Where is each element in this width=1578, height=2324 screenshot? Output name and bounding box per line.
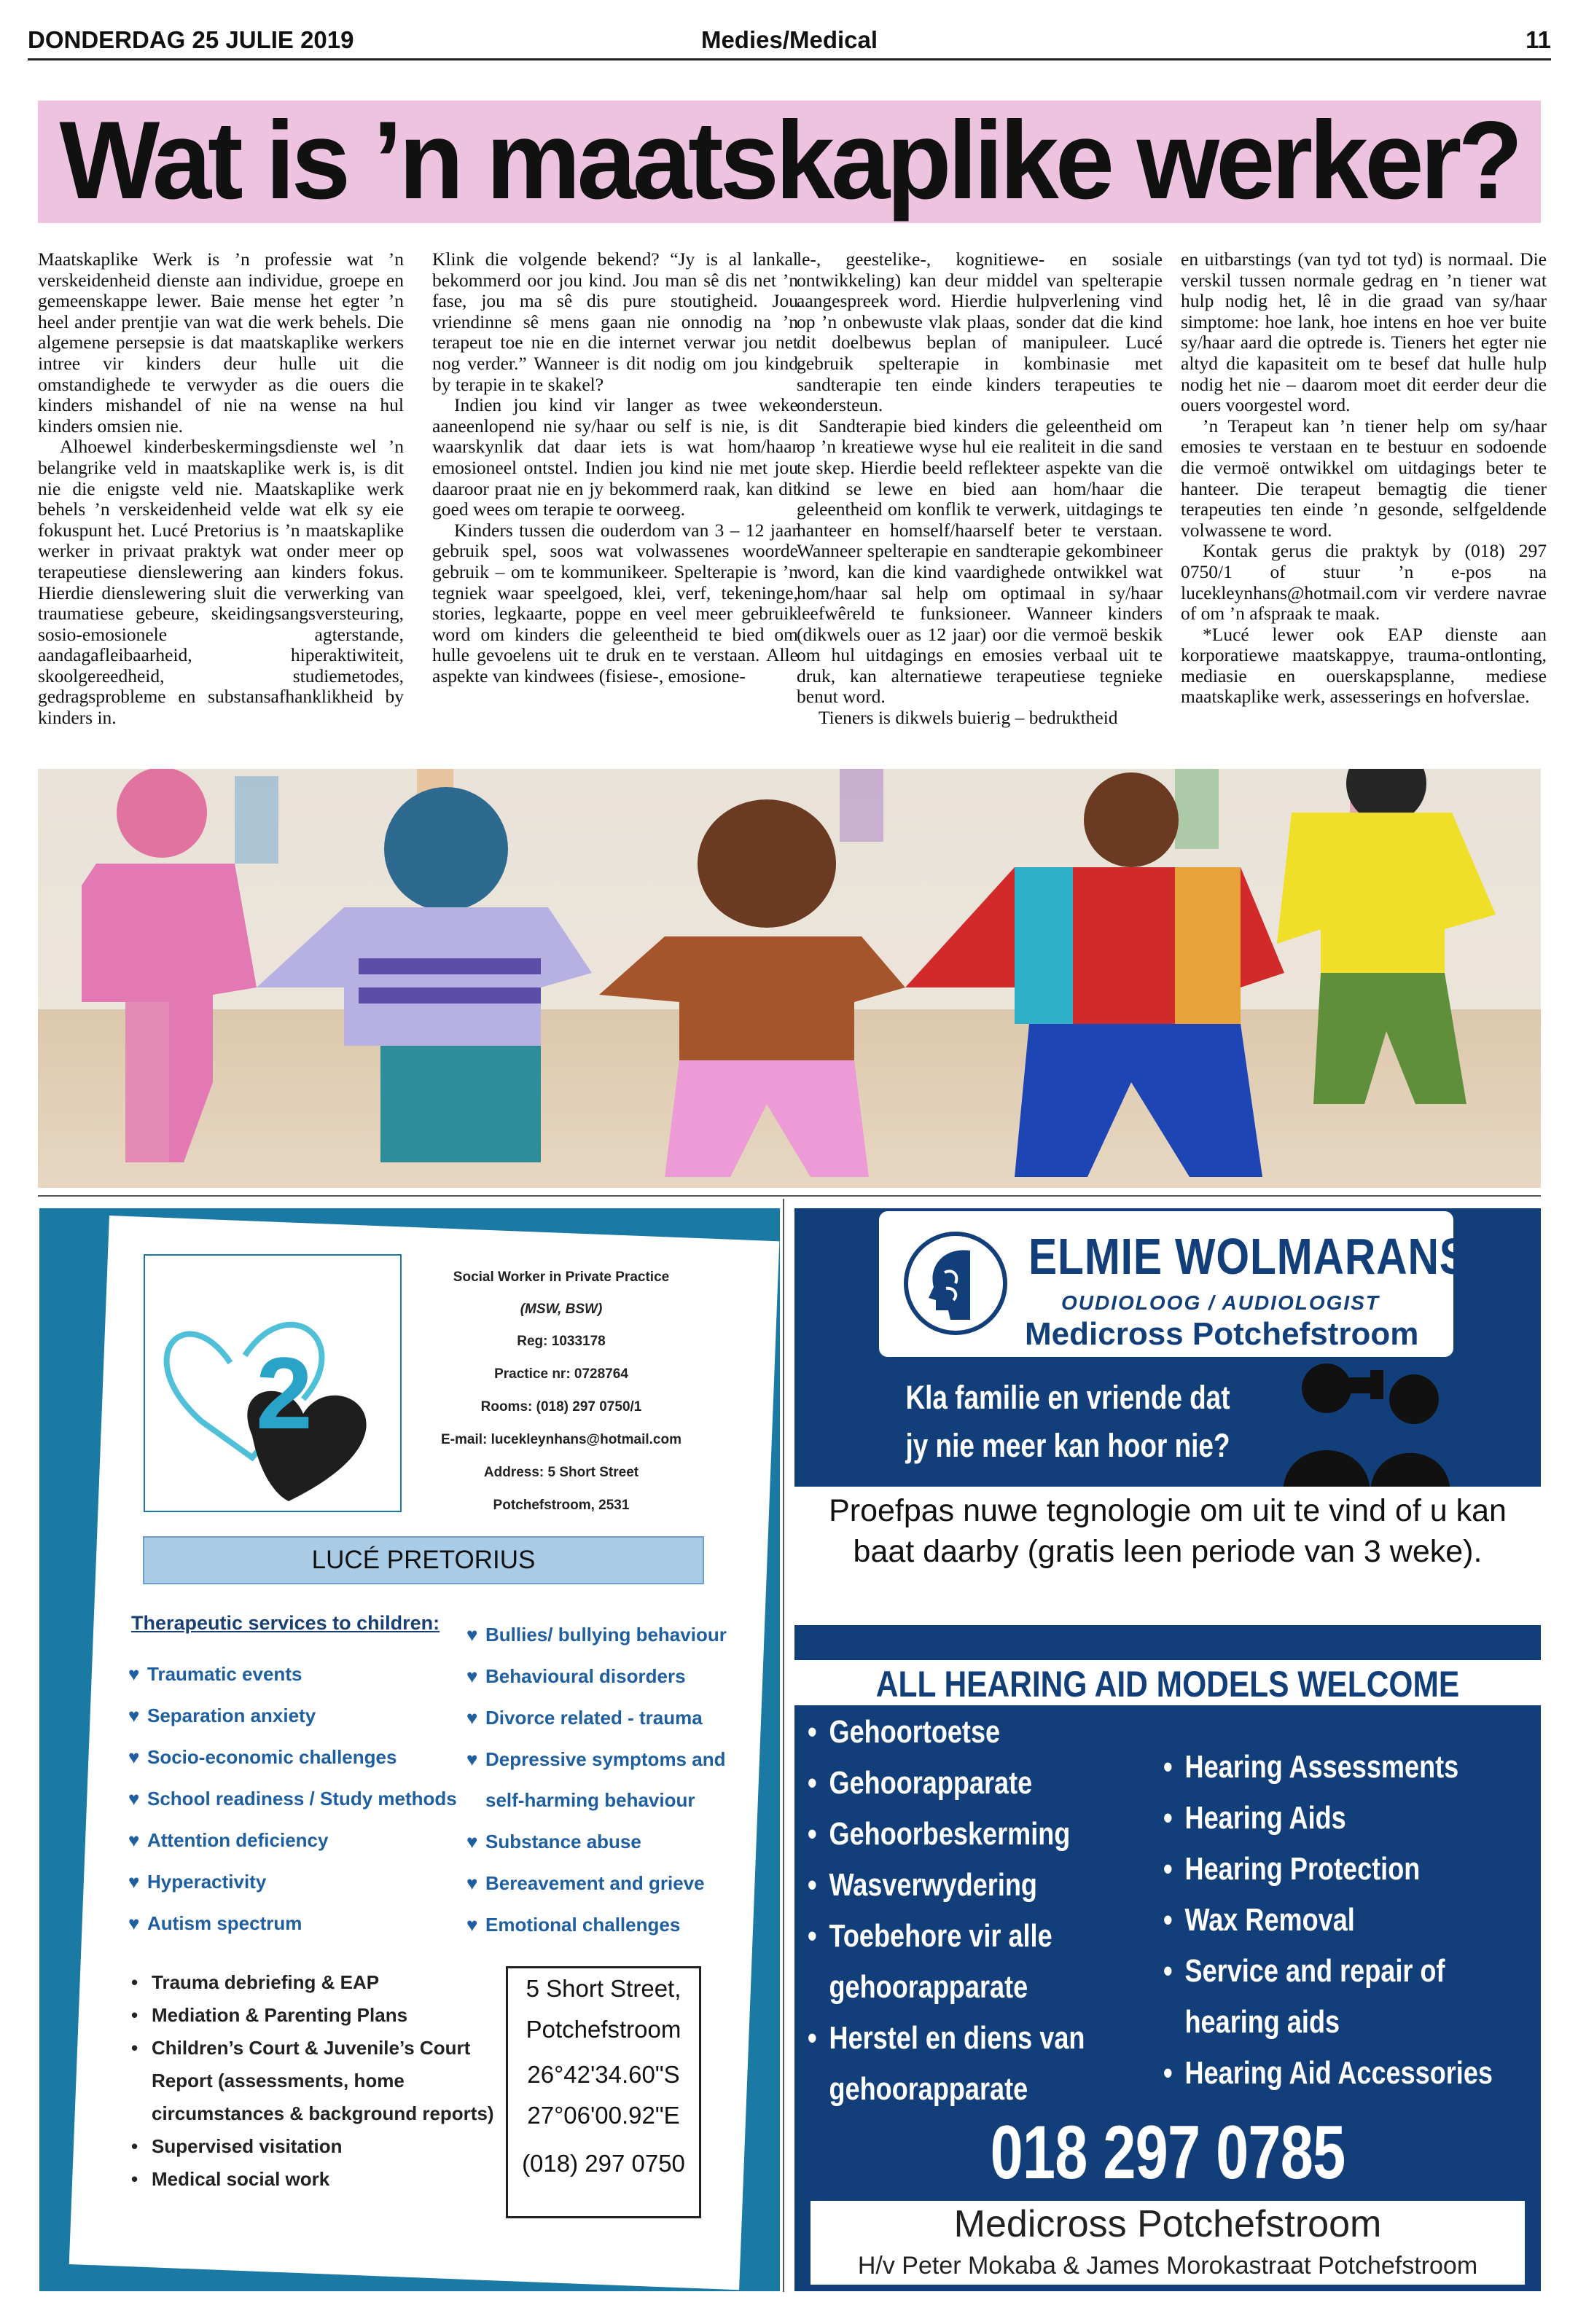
service-item: ♥ Traumatic events [128,1663,302,1685]
horizontal-rule [38,1195,1541,1197]
email-address[interactable]: E-mail: lucekleynhans@hotmail.com [440,1432,681,1447]
address-box [506,1966,701,2218]
list-item: • Wax Removal [1163,1895,1493,1946]
heart-bullet-icon: ♥ [466,1624,478,1646]
trial-offer: Proefpas nuwe tegnologie om uit te vind of u kan baat daarby (gratis leen periode van 3 weke). [829,1493,1507,1569]
heart-bullet-icon: ♥ [466,1872,478,1894]
service-item: ♥ Divorce related - trauma [466,1707,703,1729]
services-list-english [1163,1742,1493,2099]
hearing-aid-models-welcome: ALL HEARING AID MODELS WELCOME [875,1664,1460,1705]
heart-bullet-icon: ♥ [128,1829,140,1851]
heart-icon [143,1253,402,1513]
issue-date: DONDERDAG 25 JULIE 2019 [28,26,354,53]
list-item-continued: hearing aids [1184,2004,1340,2040]
tagline: Kla familie en vriende dat jy nie meer kan hoor nie? [905,1379,1230,1464]
heart-bullet-icon: ♥ [466,1831,478,1852]
heart-bullet-icon: ♥ [466,1665,478,1687]
list-item: • Hearing Aid Accessories [1163,2048,1493,2099]
service-item: ♥ Bereavement and grieve [466,1872,705,1894]
paragraph: *Lucé lewer ook EAP dienste aan korporatiewe maatskappye, trauma-ontlonting, mediasie en ouerskapsplanne, mediese maatskaplike werk, assesserings en hofverslae. [1181,623,1547,708]
service-item: ♥ Hyperactivity [128,1871,267,1893]
audiologist-logo-box [879,1211,1469,1357]
heart-bullet-icon: ♥ [128,1788,140,1809]
list-item: • Hearing Protection [1163,1844,1493,1895]
heart-bullet-icon: ♥ [466,1748,478,1770]
paragraph: Kontak gerus die praktyk by (018) 297 0750/1 of stuur ’n e-pos na lucekleynhans@hotmail.com vir verdere navrae of om ’n afspraak te maak. [1181,540,1547,625]
gps-latitude: 26°42'34.60"S [527,2061,680,2088]
list-item: • Gehoorbeskerming [808,1809,1085,1860]
heart-bullet-icon: ♥ [128,1746,140,1768]
address-line: 5 Short Street, [526,1975,681,2002]
paragraph: Sandterapie bied kinders die geleentheid om op ’n kreatiewe wyse hul eie realiteit in die sand te skep. Hierdie beeld reflekteer aspekte van die kind se lewe en bied aan hom/haar die geleentheid om konflik te verwerk, uitdagings te hanteer en homself/haarself beter te verstaan. Wanneer spelterapie en sandterapie gekombineer word, kan die kind vaardighede ontwikkel wat hom/haar sal help om optimaal in sy/haar leefwêreld te funksioneer. Wanneer kinders (dikwels ouer as 12 jaar) oor die vermoë beskik om hul uitdagings en emosies verbaal uit te druk, kan alternatiewe terapeutiese tegnieke benut word. [797,415,1163,708]
practitioner-name: LUCÉ PRETORIUS [143,1536,704,1584]
page-header [28,25,1551,60]
list-item: • Children’s Court & Juvenile’s Court [128,2032,494,2065]
list-item: • Service and repair of [1163,1946,1493,1997]
list-item: • Gehoortoetse [808,1707,1085,1758]
services-list-afrikaans [808,1707,1085,2115]
brand-name: ELMIE WOLMARANS [1028,1228,1469,1285]
paper-people-illustration [38,769,1541,1188]
service-item: ♥ School readiness / Study methods [128,1788,457,1809]
list-item-continued: Report (assessments, home [152,2070,405,2092]
heart-bullet-icon: ♥ [128,1705,140,1726]
practice-number: Practice nr: 0728764 [494,1366,628,1382]
paragraph: Klink die volgende bekend? “Jy is al lankal bekommerd oor jou kind. Jou man sê dis net ’n fase, jou ma sê dis pure stoutigheid. Jou vriendinne sê mens gaan nie onnodig na ’n terapeut toe nie en die internet verwar jou net nog verder.” Wanneer is dit nodig om jou kind by terapie in te skakel? [432,249,798,395]
paragraph: Alhoewel kinderbeskermingsdienste wel ’n belangrike veld in maatskaplike werk is, is dit nie die enigste veld nie. Maatskaplike werk behels ’n verskeidenheid velde wat elk sy eie fokuspunt het. Lucé Pretorius is ’n maatskaplike werker in privaat praktyk wat onder meer op terapeutiese dienslewering aan kinders fokus. Hierdie dienslewering sluit die verwerking van traumatiese gebeure, skeidingsangsversteuring, sosio-emosionele agterstande, aandagafleibaarheid, hiperaktiwiteit, skoolgereedheid, studiemetodes, gedragsprobleme en substansafhanklikheid by kinders in. [38,436,404,729]
company-name: Medicross Potchefstroom [1025,1316,1419,1352]
gps-longitude: 27°06'00.92"E [527,2102,680,2129]
paragraph: Maatskaplike Werk is ’n professie wat ’n verskeidenheid dienste aan individue, groepe en gemeenskappe lewer. Baie mense het egter ’n heel ander prentjie van wat die werk behels. Die algemene persepsie is dat maatskaplike werkers intree vir kinders deur hulle uit die omstandighede te verwyder as die ouers die kinders mishandel of nie na wense na hul kinders omsien nie. [38,249,404,437]
article-column-3 [797,249,1163,729]
registration-number: Reg: 1033178 [517,1334,606,1349]
paragraph: le-, geestelike-, kognitiewe- en sosiale ontwikkeling) kan deur middel van spelterapie aangespreek word. Hierdie hulpverlening vind op ’n onbewuste vlak plaas, sonder dat die kind dit doelbewus beplan of manipuleer. Lucé gebruik spelterapie in kombinasie met sandterapie ten einde kinders terapeuties te ondersteun. [797,249,1163,416]
service-item: ♥ Bullies/ bullying behaviour [466,1624,727,1646]
ad-phone-number[interactable]: 018 297 0785 [990,2110,1345,2195]
list-item: • Wasverwydering [808,1860,1085,1911]
heart-bullet-icon: ♥ [128,1912,140,1934]
city-address: Potchefstroom, 2531 [493,1498,630,1513]
service-item: ♥ Emotional challenges [466,1914,681,1936]
heart-logo [143,1253,402,1513]
services-heading: Therapeutic services to children: [131,1612,440,1634]
heart-bullet-icon: ♥ [128,1663,140,1685]
service-item: ♥ Behavioural disorders [466,1665,686,1687]
article-column-4 [1181,249,1547,708]
service-item: ♥ Depressive symptoms and [466,1748,726,1770]
hearing-test-icon [1276,1355,1450,1494]
paragraph: ’n Terapeut kan ’n tiener help om sy/haar emosies te verstaan en te bestuur en sodoende die vermoë ontwikkel om uitdagings beter te hanteer. Die terapeut bemagtig die tiener terapeuties ten einde ’n gesonde, selfgeldende volwassene te word. [1181,415,1547,541]
list-item: • Medical social work [128,2163,494,2196]
list-item-continued: gehoorapparate [829,2071,1028,2107]
service-item: ♥ Separation anxiety [128,1705,316,1726]
list-item: • Supervised visitation [128,2130,494,2163]
additional-services-list [128,1966,494,2196]
paragraph: Indien jou kind vir langer as twee weke aaneenlopend nie sy/haar ou self is nie, is dit waarskynlik dat daar iets is wat hom/haar emosioneel ontstel. Indien jou kind nie met jou daaroor praat nie en jy bekommerd raak, kan dit goed wees om terapie te oorweeg. [432,394,798,520]
address-line: Potchefstroom [526,2016,681,2043]
vertical-rule [783,1199,784,2292]
list-item: • Hearing Assessments [1163,1742,1493,1793]
heart-bullet-icon: ♥ [466,1914,478,1936]
service-item: ♥ Attention deficiency [128,1829,329,1851]
list-item: • Herstel en diens van [808,2013,1085,2064]
street-address: Address: 5 Short Street [483,1465,639,1480]
list-item: • Mediation & Parenting Plans [128,1999,494,2032]
rooms-phone: Rooms: (018) 297 0750/1 [480,1399,642,1415]
heart-bullet-icon: ♥ [128,1871,140,1893]
list-item: • Gehoorapparate [808,1758,1085,1809]
logo-number: 2 [256,1336,313,1450]
paper-people-photo [38,769,1541,1188]
list-item-continued: gehoorapparate [829,1969,1028,2005]
list-item: • Hearing Aids [1163,1793,1493,1844]
service-item-continued: self-harming behaviour [485,1789,695,1811]
article-column-2 [432,249,798,686]
degrees: (MSW, BSW) [520,1302,603,1317]
phone-number: (018) 297 0750 [522,2150,685,2177]
section-name: Medies/Medical [700,26,878,53]
paragraph: Kinders tussen die ouderdom van 3 – 12 jaar gebruik spel, soos wat volwassenes woorde gebruik – om te kommunikeer. Spelterapie is ’n tegniek waar speelgoed, klei, verf, tekeninge, stories, legkaarte, poppe en veel meer gebruik word om kinders die geleentheid te bied om hulle gevoelens uit te druk en te verstaan. Alle aspekte van kindwees (fisiese-, emosione- [432,519,798,686]
paragraph: Tieners is dikwels buierig – bedruktheid [819,707,1118,729]
footer-company-name: Medicross Potchefstroom [953,2203,1382,2245]
medical-funds-welcome: ALLE MEDIESE FONDSE WELKOM. [937,1621,1399,1657]
list-item-continued: circumstances & background reports) [152,2102,494,2124]
list-item: • Toebehore vir alle [808,1911,1085,1962]
head-profile-icon [901,1229,1010,1338]
service-item: ♥ Autism spectrum [128,1912,302,1934]
service-item: ♥ Substance abuse [466,1831,641,1852]
service-item: ♥ Socio-economic challenges [128,1746,397,1768]
headline: Wat is ’n maatskaplike werker? [59,98,1520,222]
page-number: 11 [1526,26,1551,53]
footer-address: H/v Peter Mokaba & James Morokastraat Potchefstroom [857,2252,1478,2280]
article-column-1 [38,249,404,729]
heart-bullet-icon: ♥ [466,1707,478,1729]
paragraph: en uitbarstings (van tyd tot tyd) is normaal. Die verskil tussen normale gedrag en ’n tiener wat hulp nodig het, lê in die graad van sy/haar simptome: hoe lank, hoe intens en hoe ver buite sy/haar aard die optrede is. Tieners het egter nie altyd die kapasiteit om te besef dat hulle hulp nodig het nie – daarom moet dit eerder deur die ouers voorgestel word. [1181,249,1547,416]
practice-title: Social Worker in Private Practice [453,1269,670,1285]
list-item: • Trauma debriefing & EAP [128,1966,494,1999]
profession-subtitle: OUDIOLOOG / AUDIOLOGIST [1061,1291,1380,1314]
